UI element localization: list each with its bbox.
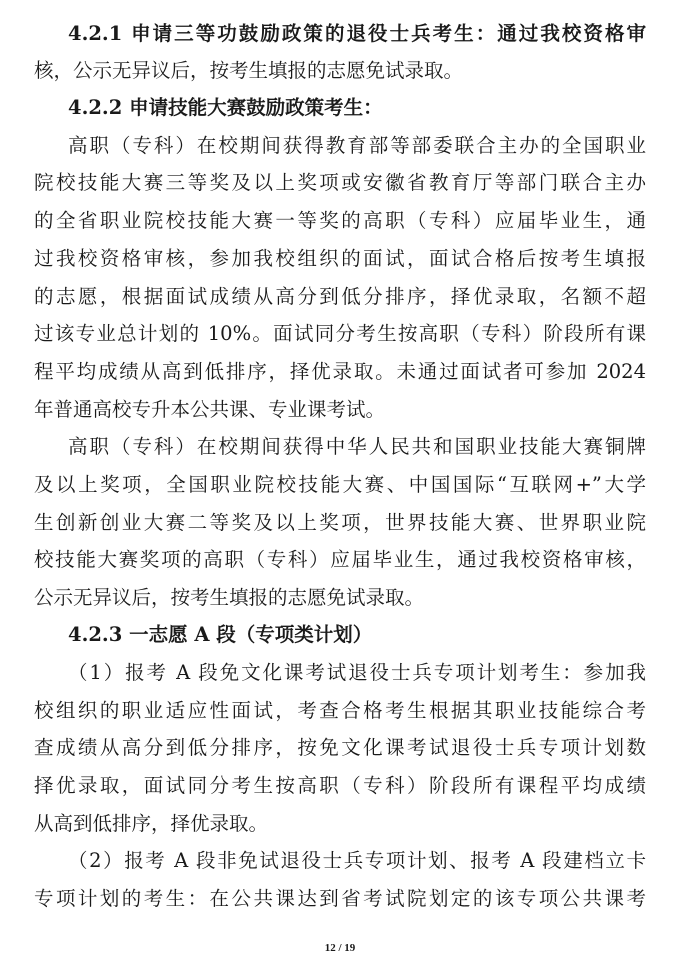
text-line: 生创新创业大赛二等奖及以上奖项，世界技能大赛、世界职业院 bbox=[34, 511, 646, 534]
text-line: 年普通高校专升本公共课、专业课考试。 bbox=[34, 398, 386, 421]
paragraph-first-line: （1）报考 A 段免文化课考试退役士兵专项计划考生：参加我 bbox=[68, 661, 646, 684]
page-number: 12 / 19 bbox=[324, 942, 356, 954]
text-line: 核，公示无异议后，按考生填报的志愿免试录取。 bbox=[34, 59, 464, 82]
text-line: 从高到低排序，择优录取。 bbox=[34, 812, 269, 835]
text-line: 的志愿，根据面试成绩从高分到低分排序，择优录取，名额不超 bbox=[34, 285, 646, 308]
text-line: 择优录取，面试同分考生按高职（专科）阶段所有课程平均成绩 bbox=[34, 774, 646, 797]
text-line: 校组织的职业适应性面试，考查合格考生根据其职业技能综合考 bbox=[34, 699, 646, 722]
text-line: 校技能大赛奖项的高职（专科）应届毕业生，通过我校资格审核， bbox=[34, 548, 646, 571]
text-line: 院校技能大赛三等奖及以上奖项或安徽省教育厅等部门联合主办 bbox=[34, 171, 646, 194]
clause-4-2-3-heading: 4.2.3 一志愿 A 段（专项类计划） bbox=[68, 623, 373, 646]
paragraph-first-line: 高职（专科）在校期间获得中华人民共和国职业技能大赛铜牌 bbox=[68, 435, 646, 458]
text-line: 的全省职业院校技能大赛一等奖的高职（专科）应届毕业生，通 bbox=[34, 209, 646, 232]
text-line: 专项计划的考生：在公共课达到省考试院划定的该专项公共课考 bbox=[34, 887, 646, 910]
text-line: 查成绩从高分到低分排序，按免文化课考试退役士兵专项计划数 bbox=[34, 736, 646, 759]
paragraph-first-line: 高职（专科）在校期间获得教育部等部委联合主办的全国职业 bbox=[68, 134, 646, 157]
text-line: 程平均成绩从高到低排序，择优录取。未通过面试者可参加 2024 bbox=[34, 360, 646, 383]
clause-4-2-2-heading: 4.2.2 申请技能大赛鼓励政策考生： bbox=[68, 96, 383, 119]
text-line: 过我校资格审核，参加我校组织的面试，面试合格后按考生填报 bbox=[34, 247, 646, 270]
text-line: 过该专业总计划的 10%。面试同分考生按高职（专科）阶段所有课 bbox=[34, 322, 646, 345]
paragraph-first-line: （2）报考 A 段非免试退役士兵专项计划、报考 A 段建档立卡 bbox=[68, 849, 646, 872]
text-line: 及以上奖项，全国职业院校技能大赛、中国国际“互联网+”大学 bbox=[34, 473, 646, 496]
text-line: 公示无异议后，按考生填报的志愿免试录取。 bbox=[34, 586, 425, 609]
clause-4-2-1-heading: 4.2.1 申请三等功鼓励政策的退役士兵考生：通过我校资格审 bbox=[68, 22, 646, 45]
